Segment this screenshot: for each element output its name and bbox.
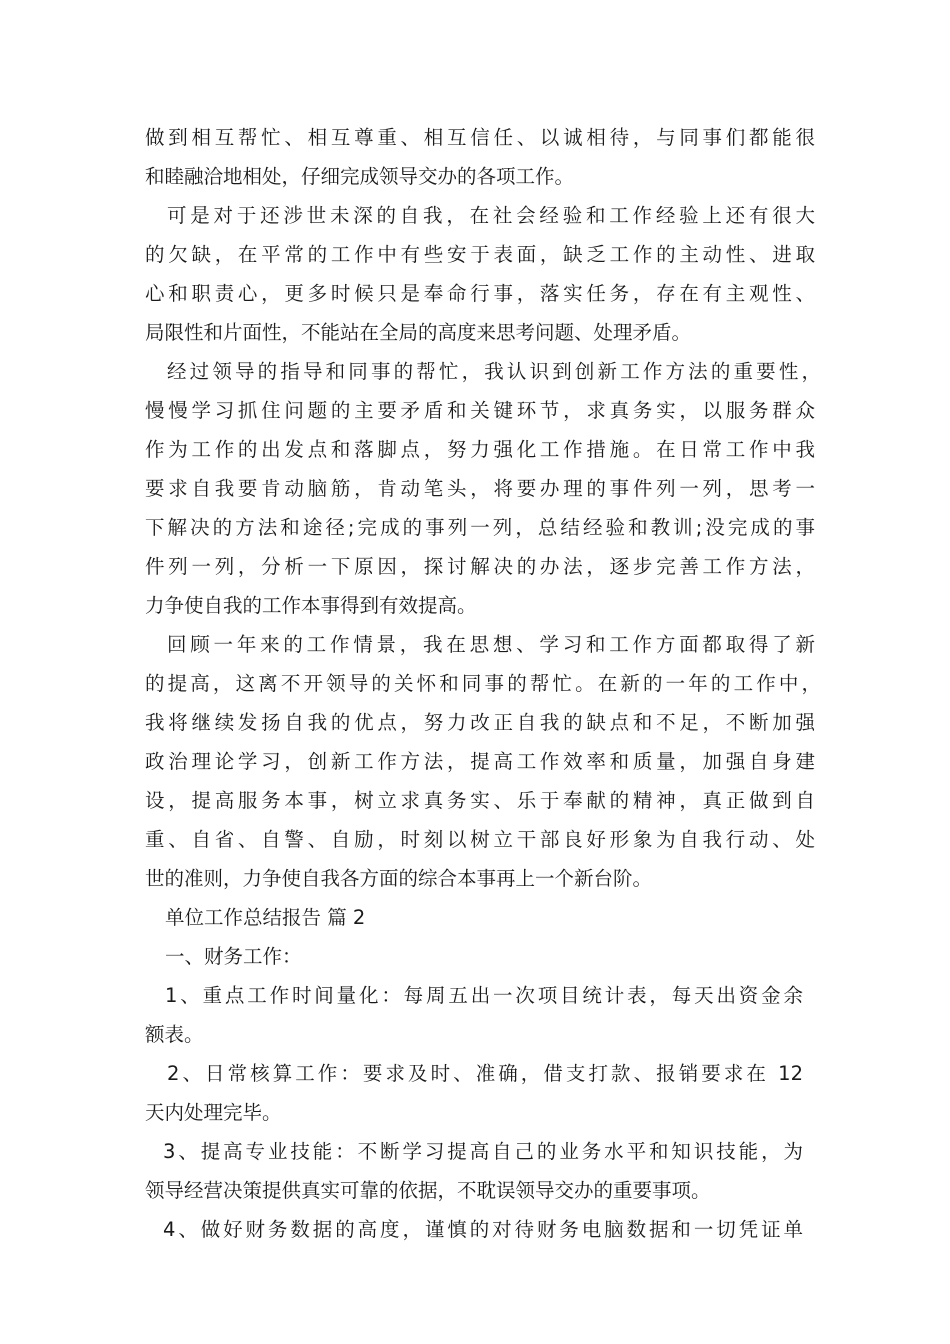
text-line: 件列一列，分析一下原因，探讨解决的办法，逐步完善工作方法， [145,555,815,578]
text-line: 我将继续发扬自我的优点，努力改正自我的缺点和不足，不断加强 [145,711,815,734]
text-line: 额表。 [145,1023,204,1046]
text-line: 4、做好财务数据的高度，谨慎的对待财务电脑数据和一切凭证单 [163,1218,803,1241]
text-line: 下解决的方法和途径;完成的事列一列，总结经验和教训;没完成的事 [145,516,815,539]
text-line: 3、提高专业技能：不断学习提高自己的业务水平和知识技能，为 [163,1140,803,1163]
text-line: 慢慢学习抓住问题的主要矛盾和关键环节，求真务实，以服务群众 [145,399,815,422]
text-line: 可是对于还涉世未深的自我，在社会经验和工作经验上还有很大 [167,204,815,227]
text-line: 局限性和片面性，不能站在全局的高度来思考问题、处理矛盾。 [145,321,692,344]
text-line: 2、日常核算工作：要求及时、准确，借支打款、报销要求在 12 [167,1062,803,1085]
text-line: 作为工作的出发点和落脚点，努力强化工作措施。在日常工作中我 [145,438,815,461]
text-line: 力争使自我的工作本事得到有效提高。 [145,594,477,617]
text-line: 的提高，这离不开领导的关怀和同事的帮忙。在新的一年的工作中， [145,672,821,695]
text-line: 回顾一年来的工作情景，我在思想、学习和工作方面都取得了新 [167,633,815,656]
text-line: 天内处理完毕。 [145,1101,282,1124]
text-line: 政治理论学习，创新工作方法，提高工作效率和质量，加强自身建 [145,750,815,773]
text-line: 经过领导的指导和同事的帮忙，我认识到创新工作方法的重要性， [167,360,821,383]
section-heading: 单位工作总结报告 篇 2 [165,906,366,929]
text-line: 和睦融洽地相处，仔细完成领导交办的各项工作。 [145,165,575,188]
text-line: 的欠缺，在平常的工作中有些安于表面，缺乏工作的主动性、进取 [145,243,815,266]
text-line: 心和职责心，更多时候只是奉命行事，落实任务，存在有主观性、 [145,282,815,305]
text-line: 领导经营决策提供真实可靠的依据，不耽误领导交办的重要事项。 [145,1179,711,1202]
subsection-heading: 一、财务工作： [165,945,302,968]
text-line: 1、重点工作时间量化：每周五出一次项目统计表，每天出资金余 [165,984,803,1007]
text-line: 世的准则，力争使自我各方面的综合本事再上一个新台阶。 [145,867,653,890]
text-line: 做到相互帮忙、相互尊重、相互信任、以诚相待，与同事们都能很 [145,126,815,149]
text-line: 重、自省、自警、自励，时刻以树立干部良好形象为自我行动、处 [145,828,815,851]
text-line: 要求自我要肯动脑筋，肯动笔头，将要办理的事件列一列，思考一 [145,477,815,500]
text-line: 设，提高服务本事，树立求真务实、乐于奉献的精神，真正做到自 [145,789,815,812]
